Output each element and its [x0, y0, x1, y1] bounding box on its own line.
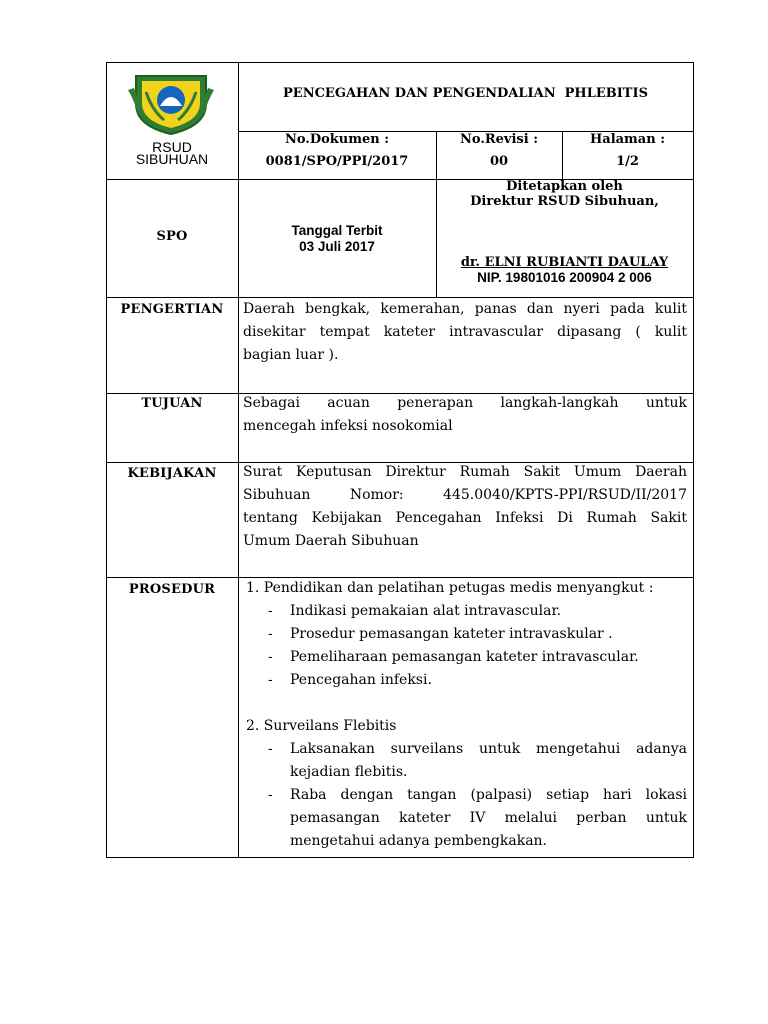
- kebijakan-line: Surat Keputusan Direktur Rumah Sakit Umum Daerah: [243, 464, 687, 480]
- approval-line2: Direktur RSUD Sibuhuan,: [470, 194, 659, 209]
- list-item-line: mengetahui adanya pembengkakan.: [290, 833, 548, 849]
- revision-value: 00: [489, 154, 509, 169]
- revision-label: No.Revisi :: [460, 132, 538, 147]
- issue-date-label: Tanggal Terbit: [291, 223, 383, 238]
- list-item: [246, 600, 687, 623]
- list-item: [246, 646, 687, 669]
- list-item-text: Prosedur pemasangan kateter intravaskular .: [290, 626, 613, 642]
- dash-bullet: -: [268, 603, 273, 619]
- hospital-name-line2: SIBUHUAN: [135, 151, 209, 167]
- kebijakan-text: [243, 461, 687, 553]
- document-title: PENCEGAHAN DAN PENGENDALIAN PHLEBITIS: [283, 86, 648, 101]
- pengertian-line: disekitar tempat kateter intravascular dipasang ( kulit: [243, 324, 687, 340]
- spo-label: SPO: [156, 229, 188, 244]
- pengertian-text: [243, 298, 687, 367]
- prosedur-step-1-title: 1. Pendidikan dan pelatihan petugas medis menyangkut :: [246, 580, 654, 596]
- list-item-text: Pencegahan infeksi.: [290, 672, 432, 688]
- dash-bullet: -: [268, 741, 273, 757]
- pengertian-line: Daerah bengkak, kemerahan, panas dan nyeri pada kulit: [243, 301, 687, 317]
- issue-date-value: 03 Juli 2017: [299, 239, 375, 254]
- list-item: [246, 623, 687, 646]
- list-item-line: Laksanakan surveilans untuk mengetahui adanya: [290, 741, 687, 757]
- pengertian-label: PENGERTIAN: [120, 302, 224, 317]
- kebijakan-line: Sibuhuan Nomor: 445.0040/KPTS-PPI/RSUD/II/2017: [243, 487, 687, 503]
- prosedur-step-2-title: 2. Surveilans Flebitis: [246, 718, 397, 734]
- dash-bullet: -: [268, 672, 273, 688]
- kebijakan-label: KEBIJAKAN: [127, 466, 217, 481]
- hospital-logo: [128, 70, 214, 136]
- prosedur-text: [246, 577, 687, 853]
- page-value: 1/2: [616, 154, 639, 169]
- signer-nip: NIP. 19801016 200904 2 006: [477, 270, 652, 285]
- doc-number-label: No.Dokumen :: [284, 132, 390, 147]
- list-item-text: Pemeliharaan pemasangan kateter intravascular.: [290, 649, 639, 665]
- signer-name: dr. ELNI RUBIANTI DAULAY: [460, 255, 669, 270]
- kebijakan-line: tentang Kebijakan Pencegahan Infeksi Di Rumah Sakit: [243, 510, 687, 526]
- tujuan-text: [243, 392, 687, 438]
- list-item-text: Indikasi pemakaian alat intravascular.: [290, 603, 562, 619]
- list-item: [246, 738, 687, 784]
- doc-number-value: 0081/SPO/PPI/2017: [265, 154, 409, 169]
- list-item-line: kejadian flebitis.: [290, 764, 408, 780]
- dash-bullet: -: [268, 787, 273, 803]
- hospital-name-line1: RSUD: [152, 139, 192, 155]
- kebijakan-line: Umum Daerah Sibuhuan: [243, 533, 419, 549]
- dash-bullet: -: [268, 649, 273, 665]
- list-item: [246, 669, 687, 692]
- page-label: Halaman :: [589, 132, 666, 147]
- pengertian-line: bagian luar ).: [243, 347, 339, 363]
- approval-line1: Ditetapkan oleh: [506, 179, 623, 194]
- list-item-line: Raba dengan tangan (palpasi) setiap hari lokasi: [290, 787, 687, 803]
- list-item-line: pemasangan kateter IV melalui perban untuk: [290, 810, 687, 826]
- tujuan-label: TUJUAN: [141, 396, 203, 411]
- dash-bullet: -: [268, 626, 273, 642]
- prosedur-label: PROSEDUR: [128, 582, 216, 597]
- tujuan-line: mencegah infeksi nosokomial: [243, 418, 453, 434]
- tujuan-line: Sebagai acuan penerapan langkah-langkah untuk: [243, 395, 687, 411]
- list-item: [246, 784, 687, 853]
